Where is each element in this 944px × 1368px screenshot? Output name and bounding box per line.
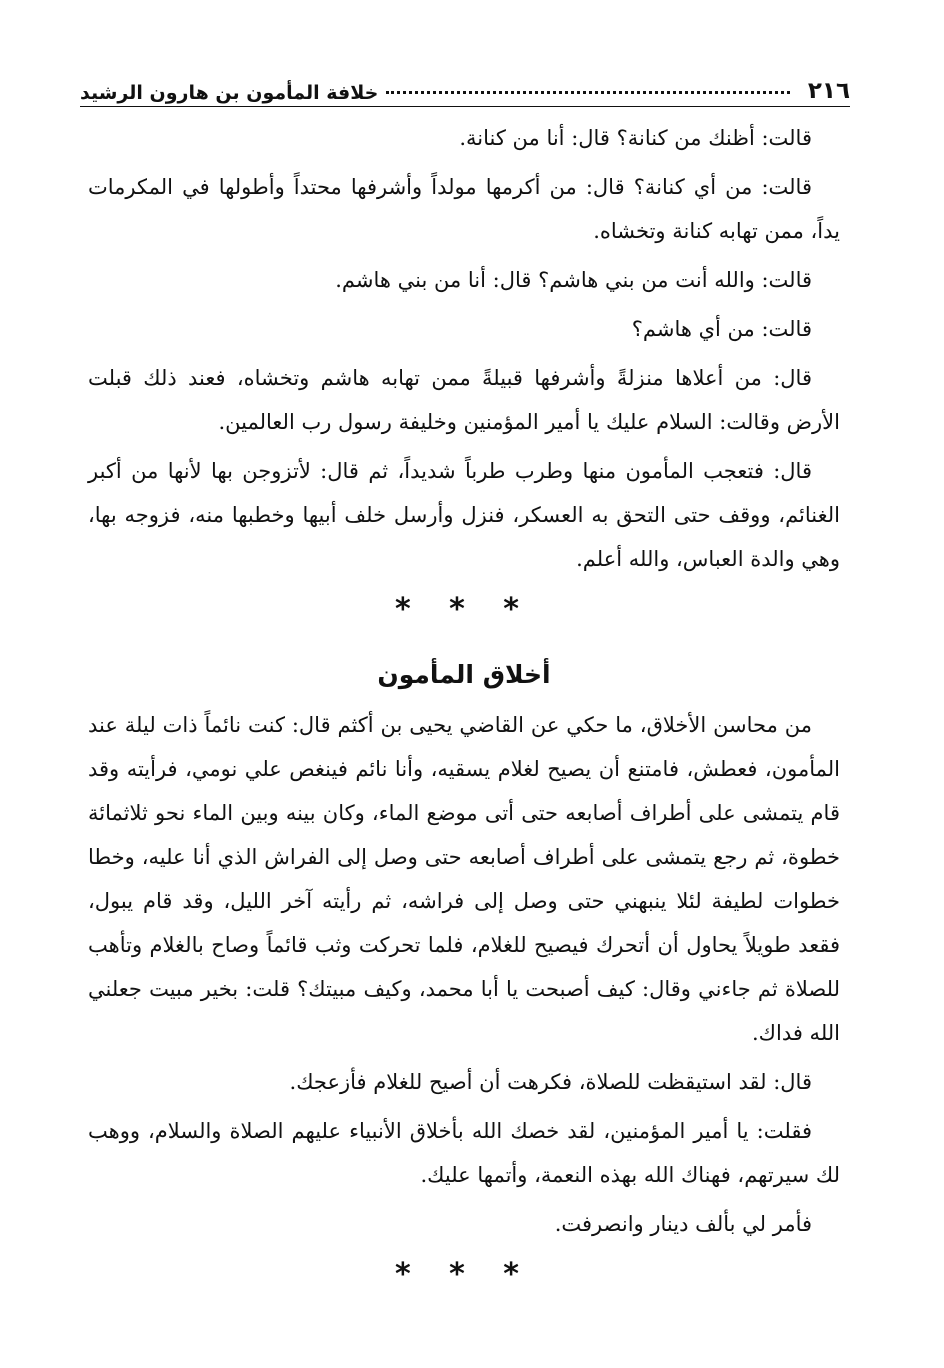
page-number: ٢١٦	[807, 78, 850, 104]
running-title: خلافة المأمون بن هارون الرشيد	[80, 82, 379, 104]
paragraph: قال: لقد استيقظت للصلاة، فكرهت أن أصيح للغلام فأزعجك.	[289, 1070, 812, 1094]
paragraph: قالت: أظنك من كنانة؟ قال: أنا من كنانة.	[459, 126, 812, 150]
page-body	[88, 116, 840, 1316]
section-title: أخلاق المأمون	[377, 660, 551, 689]
paragraph: قالت: والله أنت من بني هاشم؟ قال: أنا من بني هاشم.	[335, 268, 812, 292]
paragraph: فأمر لي بألف دينار وانصرفت.	[554, 1212, 812, 1236]
paragraph: قالت: من أي كنانة؟ قال: من أكرمها مولداً وأشرفها محتداً وأطولها في المكرمات يداً، ممن تهابه كنانة وتخشاه.	[88, 175, 840, 243]
paragraph: قال: فتعجب المأمون منها وطرب طرباً شديداً، ثم قال: لأتزوجن بها لأنها من أكبر الغنائم، ووقف حتى التحق به العسكر، فنزل وأرسل خلف أبيها وخطبها منه، فزوجه بها، وهي والدة العباس، والله أعلم.	[88, 459, 840, 571]
paragraph: من محاسن الأخلاق، ما حكي عن القاضي يحيى بن أكثم قال: كنت نائماً ذات ليلة عند المأمون، فعطش، فامتنع أن يصيح لغلام يسقيه، وأنا نائم فينغص علي نومي، فرأيته وقد قام يتمشى على أطراف أصابعه حتى أتى موضع الماء، وكان بينه وبين الماء نحو ثلاثمائة خطوة، ثم رجع يتمشى على أطراف أصابعه حتى وصل إلى الفراش الذي أنا عليه، وخطا خطوات لطيفة لئلا ينبهني حتى وصل إلى فراشه، ثم رأيته آخر الليل، وقد قام يبول، فقعد طويلاً يحاول أن أتحرك فيصيح للغلام، فلما تحركت وثب قائماً وصاح بالغلام وتأهب للصلاة ثم جاءني وقال: كيف أصبحت يا أبا محمد، وكيف مبيتك؟ قلت: بخير مبيت جعلني الله فداك.	[88, 713, 840, 1045]
paragraph: قالت: من أي هاشم؟	[631, 317, 812, 341]
section-separator: * * *	[395, 592, 533, 627]
header-dot-leader	[386, 91, 790, 94]
section-separator: * * *	[395, 1257, 533, 1292]
paragraph: قال: من أعلاها منزلةً وأشرفها قبيلةً ممن تهابه هاشم وتخشاه، فعند ذلك قبلت الأرض وقالت: السلام عليك يا أمير المؤمنين وخليفة رسول رب العالمين.	[88, 366, 840, 434]
paragraph: فقلت: يا أمير المؤمنين، لقد خصك الله بأخلاق الأنبياء عليهم الصلاة والسلام، ووهب لك سيرتهم، فهناك الله بهذه النعمة، وأتمها عليك.	[88, 1119, 840, 1187]
running-header	[80, 58, 850, 104]
header-rule	[80, 106, 850, 107]
